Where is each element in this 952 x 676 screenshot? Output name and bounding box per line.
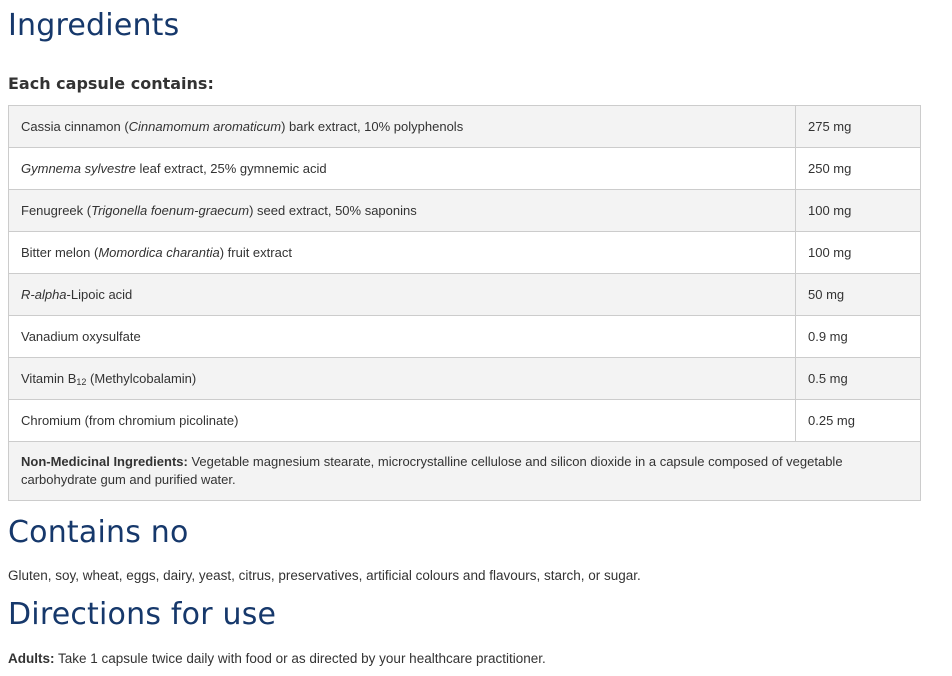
ingredient-name: Chromium (from chromium picolinate) — [9, 400, 796, 442]
capsule-contents-subheading: Each capsule contains: — [8, 74, 214, 93]
ingredient-name: Cassia cinnamon (Cinnamomum aromaticum) bark extract, 10% polyphenols — [9, 106, 796, 148]
ingredient-name: Fenugreek (Trigonella foenum-graecum) seed extract, 50% saponins — [9, 190, 796, 232]
directions-text: Adults: Take 1 capsule twice daily with food or as directed by your healthcare practitioner. — [8, 651, 546, 666]
table-row — [9, 358, 921, 400]
ingredient-name: R-alpha-Lipoic acid — [9, 274, 796, 316]
ingredient-amount: 0.25 mg — [796, 400, 921, 442]
table-row — [9, 316, 921, 358]
ingredient-name: Bitter melon (Momordica charantia) fruit extract — [9, 232, 796, 274]
non-medicinal-row — [9, 442, 921, 501]
ingredient-name: Vitamin $B_{12}$ (Methylcobalamin) — [9, 358, 796, 400]
contains-no-heading: Contains no — [8, 515, 189, 550]
non-medicinal-ingredients: Non-Medicinal Ingredients: Vegetable magnesium stearate, microcrystalline cellulose and silicon dioxide in a capsule composed of vegetable carbohydrate gum and purified water. — [9, 442, 921, 501]
ingredient-amount: 0.9 mg — [796, 316, 921, 358]
ingredients-table — [8, 105, 921, 501]
ingredient-name: Vanadium oxysulfate — [9, 316, 796, 358]
ingredient-amount: 50 mg — [796, 274, 921, 316]
ingredients-heading: Ingredients — [8, 8, 180, 43]
ingredient-amount: 250 mg — [796, 148, 921, 190]
directions-heading: Directions for use — [8, 597, 277, 632]
table-row — [9, 400, 921, 442]
ingredient-amount: 275 mg — [796, 106, 921, 148]
table-row — [9, 274, 921, 316]
table-row — [9, 232, 921, 274]
ingredient-amount: 0.5 mg — [796, 358, 921, 400]
table-row — [9, 148, 921, 190]
table-row — [9, 106, 921, 148]
ingredient-amount: 100 mg — [796, 232, 921, 274]
ingredient-amount: 100 mg — [796, 190, 921, 232]
contains-no-text: Gluten, soy, wheat, eggs, dairy, yeast, citrus, preservatives, artificial colours and flavours, starch, or sugar. — [8, 568, 641, 583]
ingredient-name: Gymnema sylvestre leaf extract, 25% gymnemic acid — [9, 148, 796, 190]
table-row — [9, 190, 921, 232]
